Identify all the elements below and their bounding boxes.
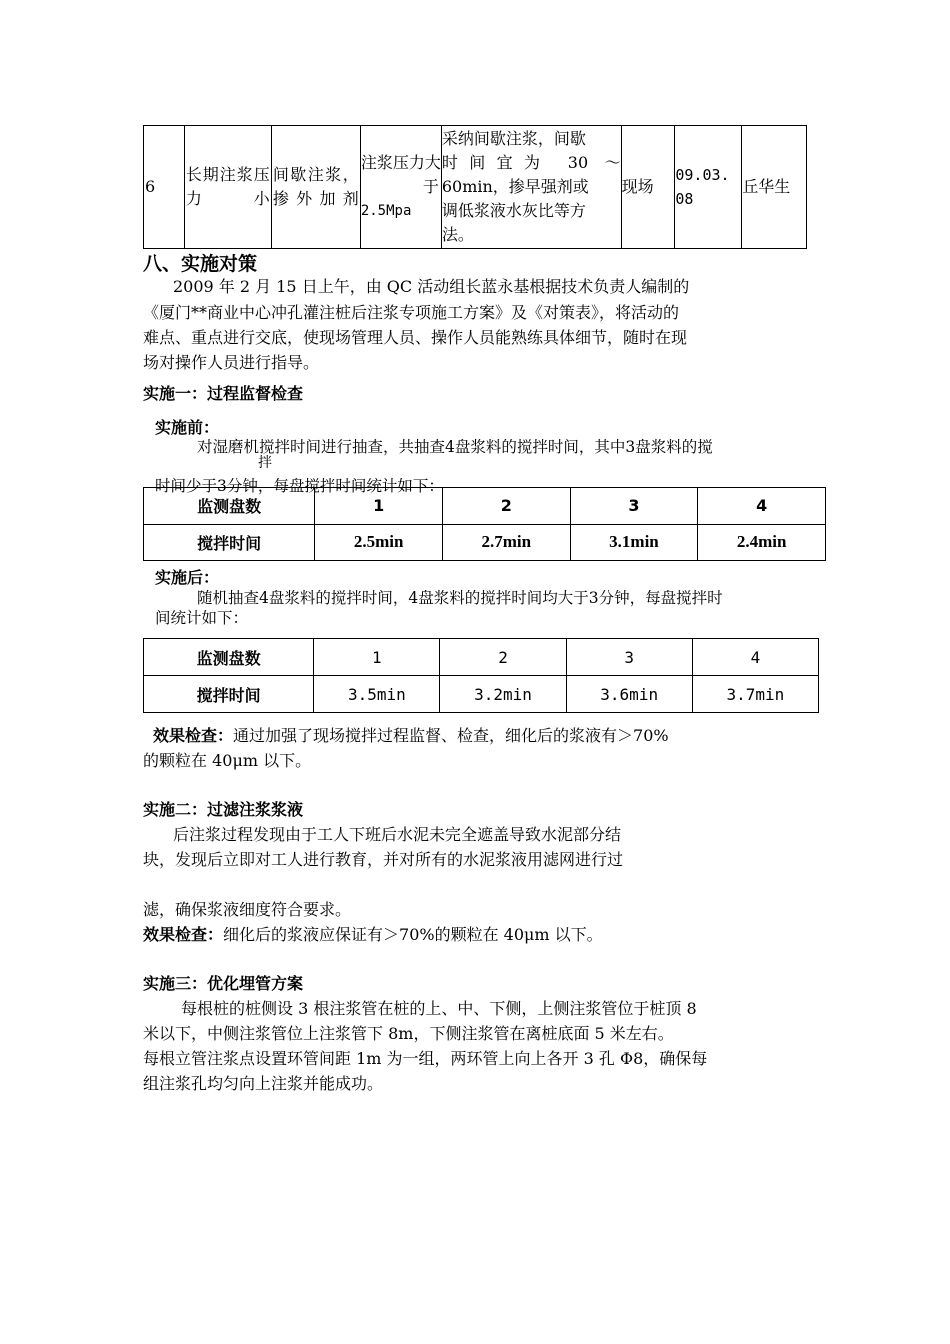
table-row bbox=[144, 524, 826, 561]
cell-problem: 长期注浆压力小 bbox=[184, 126, 271, 249]
table-cell: 3.2min bbox=[440, 676, 566, 713]
table-row bbox=[144, 126, 807, 249]
col-header: 3 bbox=[570, 488, 698, 525]
section-heading: 八、实施对策 bbox=[143, 253, 258, 275]
col-header: 2 bbox=[440, 639, 566, 676]
effect-text: 细化后的浆液应保证有＞70%的颗粒在 40μm 以下。 bbox=[223, 925, 603, 944]
paragraph-line: 块，发现后立即对工人进行教育，并对所有的水泥浆液用滤网进行过 bbox=[143, 850, 624, 869]
stray-char: 拌 bbox=[258, 455, 272, 471]
effect-label: 效果检查： bbox=[143, 925, 224, 944]
row-header: 监测盘数 bbox=[144, 639, 314, 676]
col-header: 2 bbox=[442, 488, 570, 525]
impl1-heading: 实施一：过程监督检查 bbox=[143, 384, 304, 403]
table-cell: 3.7min bbox=[692, 676, 818, 713]
effect-line bbox=[153, 724, 669, 748]
impl3-heading: 实施三：优化埋管方案 bbox=[143, 974, 304, 993]
table-cell: 2.4min bbox=[698, 524, 826, 561]
table-cell: 2.5min bbox=[315, 524, 443, 561]
table-row bbox=[144, 639, 819, 676]
cell-target: 注浆压力大 于 2.5Mpa bbox=[360, 126, 441, 249]
cell-place: 现场 bbox=[621, 126, 675, 249]
effect-text: 通过加强了现场搅拌过程监督、检查，细化后的浆液有＞70% bbox=[233, 726, 669, 745]
cell-person: 丘华生 bbox=[742, 126, 807, 249]
table-cell: 3.6min bbox=[566, 676, 692, 713]
table-cell: 2.7min bbox=[442, 524, 570, 561]
paragraph-line: 2009 年 2 月 15 日上午，由 QC 活动组长蓝永基根据技术负责人编制的 bbox=[173, 277, 690, 296]
paragraph-line: 《厦门**商业中心冲孔灌注桩后注浆专项施工方案》及《对策表》，将活动的 bbox=[143, 303, 680, 322]
paragraph-line: 场对操作人员进行指导。 bbox=[143, 353, 320, 372]
cell-date: 09.03. 08 bbox=[675, 126, 742, 249]
table-row bbox=[144, 488, 826, 525]
paragraph-line: 的颗粒在 40μm 以下。 bbox=[143, 751, 312, 770]
paragraph-line: 难点、重点进行交底，使现场管理人员、操作人员能熟练具体细节，随时在现 bbox=[143, 328, 688, 347]
impl2-heading: 实施二：过滤注浆浆液 bbox=[143, 800, 304, 819]
table-cell: 3.1min bbox=[570, 524, 698, 561]
paragraph-line: 每根桩的桩侧设 3 根注浆管在桩的上、中、下侧，上侧注浆管位于桩顶 8 bbox=[181, 999, 697, 1018]
before-label: 实施前： bbox=[155, 418, 220, 437]
paragraph-line: 滤，确保浆液细度符合要求。 bbox=[143, 900, 352, 919]
paragraph-line: 米以下，中侧注浆管位上注浆管下 8m，下侧注浆管在离桩底面 5 米左右。 bbox=[143, 1024, 674, 1043]
paragraph-line: 每根立管注浆点设置环管间距 1m 为一组，两环管上向上各开 3 孔 Φ8，确保每 bbox=[143, 1049, 708, 1068]
col-header: 3 bbox=[566, 639, 692, 676]
paragraph-line: 随机抽查4盘浆料的搅拌时间，4盘浆料的搅拌时间均大于3分钟，每盘搅拌时 bbox=[197, 589, 723, 607]
cell-measure: 采纳间歇注浆，间歇 时间宜为 30 ～ 60min，掺早强剂或 调低浆液水灰比等方 法。 bbox=[441, 126, 621, 249]
after-label: 实施后： bbox=[155, 568, 220, 587]
mixing-time-table-after bbox=[143, 638, 819, 713]
row-header: 搅拌时间 bbox=[144, 524, 315, 561]
paragraph-line: 对湿磨机搅拌时间进行抽查，共抽查4盘浆料的搅拌时间，其中3盘浆料的搅 bbox=[197, 438, 713, 456]
effect-line bbox=[143, 923, 603, 947]
table-cell: 3.5min bbox=[314, 676, 440, 713]
cell-cause: 间歇注浆，掺外加剂 bbox=[271, 126, 360, 249]
paragraph-line: 时间少于3分钟，每盘搅拌时间统计如下： bbox=[155, 477, 444, 495]
countermeasure-table bbox=[143, 125, 807, 249]
cell-no: 6 bbox=[144, 126, 185, 249]
table-row bbox=[144, 676, 819, 713]
col-header: 1 bbox=[314, 639, 440, 676]
paragraph-line: 组注浆孔均匀向上注浆并能成功。 bbox=[143, 1074, 384, 1093]
col-header: 1 bbox=[315, 488, 443, 525]
col-header: 4 bbox=[698, 488, 826, 525]
effect-label: 效果检查： bbox=[153, 726, 234, 745]
mixing-time-table-before bbox=[143, 487, 826, 561]
row-header: 搅拌时间 bbox=[144, 676, 314, 713]
paragraph-line: 间统计如下： bbox=[155, 609, 249, 627]
row-header: 监测盘数 bbox=[144, 488, 315, 525]
col-header: 4 bbox=[692, 639, 818, 676]
paragraph-line: 后注浆过程发现由于工人下班后水泥未完全遮盖导致水泥部分结 bbox=[173, 825, 622, 844]
